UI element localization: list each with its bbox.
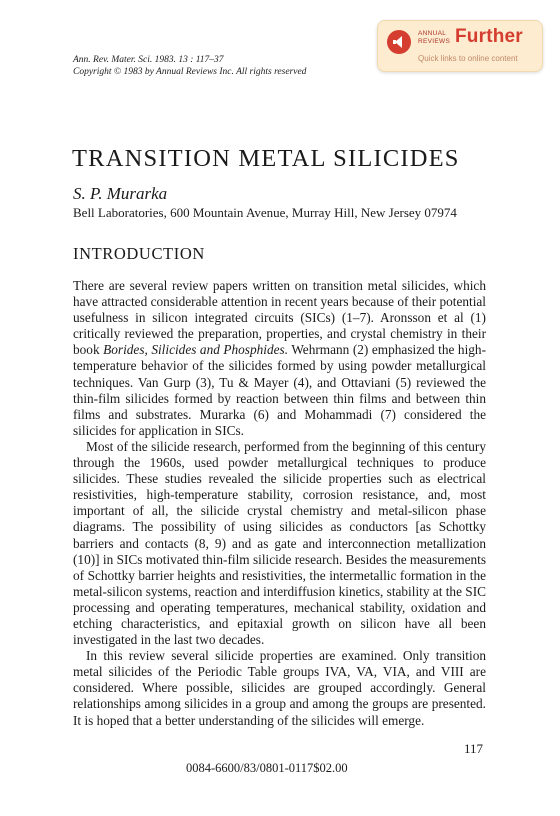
citation-line-1: Ann. Rev. Mater. Sci. 1983. 13 : 117–37	[73, 55, 224, 65]
paragraph-1-text-b: Wehrmann (2) emphasized the high-temperature behavior of the silicides formed by using powder metallurgical techniques. Van Gurp (3), Tu & Mayer (4), and Ottaviani (5) reviewed the thin-film silicides formed by reaction between thin films and between thin films and substrates. Murarka (6) and Mohammadi (7) considered the silicides for application in SICs.	[73, 342, 487, 438]
paragraph-3: In this review several silicide properties are examined. Only transition metal silicides of the Periodic Table groups IVA, VA, VIA, and VIII are considered. Where possible, silicides are grouped accordingly. General relationships among silicides in a group and among the groups are presented. It is hoped that a better understanding of the silicides will emerge.	[73, 648, 486, 728]
article-title: TRANSITION METAL SILICIDES	[72, 145, 460, 172]
book-title: Borides, Silicides and Phosphides.	[103, 342, 289, 358]
badge-brand-small	[418, 30, 450, 45]
paragraph-1-text-a: There are several review papers written on transition metal silicides, which have attracted considerable attention in recent years because of their potential usefulness in silicon integrated circuits (SICs) (1–7). Aronsson et al (1) critically reviewed the preparation, properties, and crystal chemistry in their book	[73, 278, 486, 358]
paragraph-2: Most of the silicide research, performed from the beginning of this century through the 1960s, used powder metallurgical techniques to produce silicides. These studies revealed the silicide properties such as electrical resistivities, high-temperature stability, corrosion resistance, and, most important of all, the silicide crystal chemistry and metal-silicon phase diagrams. The possibility of using silicides as conductors [as Schottky barriers and contacts (8, 9) and as gate and interconnection metallization (10)] in SICs motivated thin-film silicide research. Besides the measurements of Schottky barrier heights and resistivities, the intermetallic formation in the metal-silicon systems, reaction and interdiffusion kinetics, stability at the SIC processing and operating temperatures, mechanical stability, oxidation and etching characteristics, and epitaxial growth on silicon have all been investigated in the last two decades.	[73, 438, 486, 648]
journal-citation	[73, 54, 306, 78]
footer-code: 0084-6600/83/0801-0117$02.00	[186, 761, 348, 775]
page-number: 117	[464, 741, 484, 756]
badge-brand-line-1: ANNUAL	[418, 30, 447, 37]
speaker-play-icon	[387, 30, 411, 54]
badge-brand-line-2: REVIEWS	[418, 37, 451, 45]
author-affiliation: Bell Laboratories, 600 Mountain Avenue, Murray Hill, New Jersey 07974	[73, 205, 457, 220]
badge-further-word: Further	[455, 26, 523, 47]
citation-line-2: Copyright © 1983 by Annual Reviews Inc. All rights reserved	[73, 67, 307, 77]
further-annual-reviews-badge[interactable]	[377, 20, 543, 72]
article-body	[73, 278, 486, 729]
paragraph-1	[73, 278, 486, 439]
section-heading: INTRODUCTION	[73, 244, 205, 263]
badge-caption: Quick links to online content	[418, 54, 518, 63]
article-author: S. P. Murarka	[73, 184, 168, 203]
